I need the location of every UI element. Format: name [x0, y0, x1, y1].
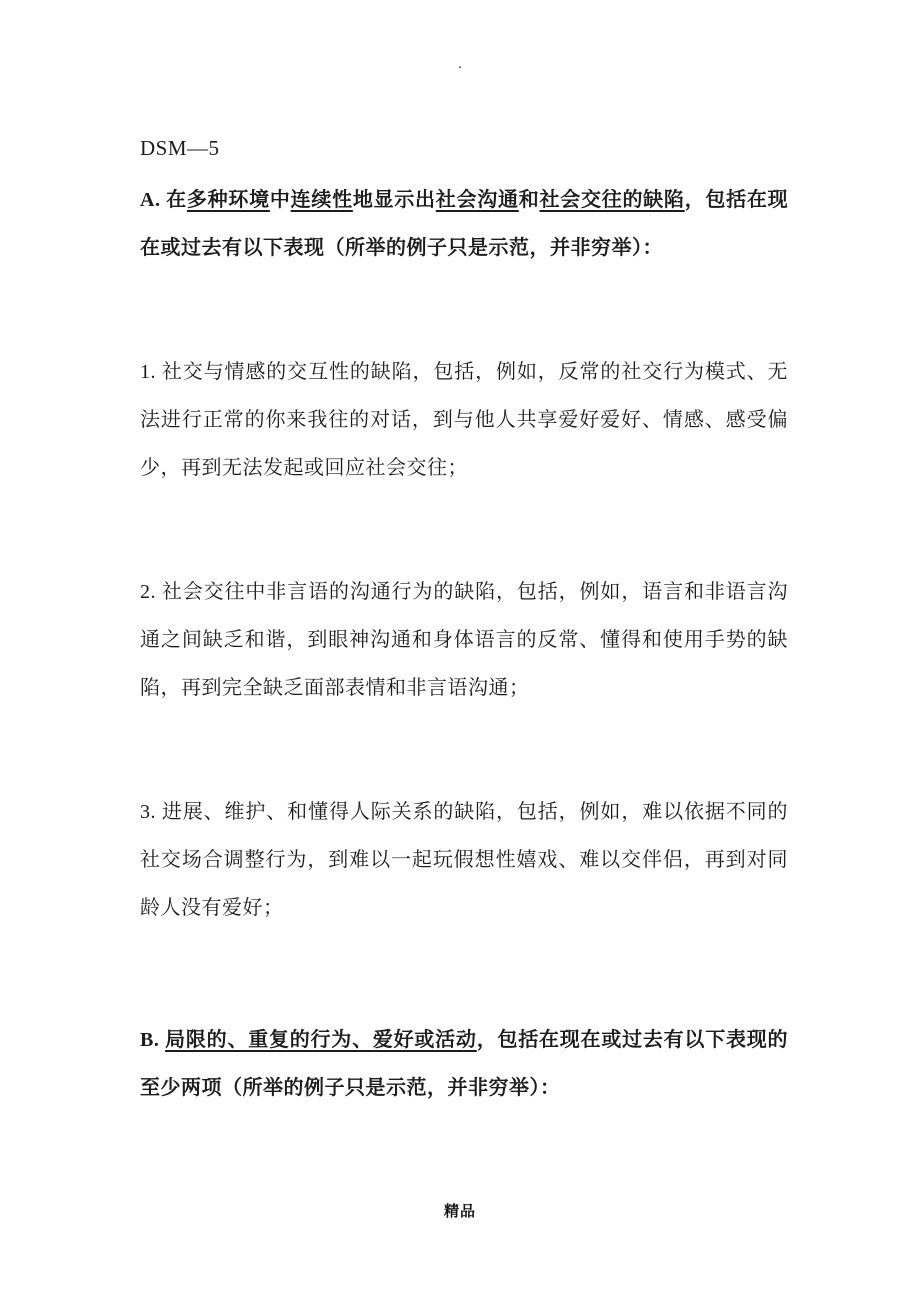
- criterion-a-segment: ，包括在现在或过去有以下表现（所举的例子只是示范，并非穷举）：: [140, 189, 789, 259]
- document-body: [140, 134, 788, 1112]
- doc-title: DSM—5: [140, 136, 220, 160]
- criterion-a-underlined-term: 社会交往的缺陷: [539, 189, 685, 211]
- criterion-a-segment: 地显示出: [352, 189, 436, 211]
- criterion-a-underlined-term: 多种环境: [186, 189, 270, 211]
- diagnostic-item-2-text: 2. 社会交往中非言语的沟通行为的缺陷，包括，例如，语言和非语言沟通之间缺乏和谐，到眼神沟通和身体语言的反常、懂得和使用手势的缺陷，再到完全缺乏面部表情和非言语沟通；: [140, 581, 788, 699]
- top-dot: ·: [457, 60, 463, 76]
- diagnostic-item-1: [140, 348, 788, 492]
- diagnostic-item-3: [140, 788, 788, 932]
- criterion-b-paragraph: [140, 1016, 788, 1112]
- criterion-a-paragraph: [140, 176, 788, 272]
- criterion-a-underlined-term: 社会沟通: [435, 189, 519, 211]
- criterion-a-underlined-term: 连续性: [290, 189, 353, 211]
- footer-label: 精品: [443, 1204, 476, 1220]
- criterion-b-underlined-term: 局限的、重复的行为、爱好或活动: [165, 1029, 477, 1051]
- diagnostic-item-1-text: 1. 社交与情感的交互性的缺陷，包括，例如，反常的社交行为模式、无法进行正常的你来我往的对话，到与他人共享爱好爱好、情感、感受偏少，再到无法发起或回应社会交往；: [140, 361, 788, 479]
- criterion-a-segment: A. 在: [140, 189, 187, 211]
- criterion-a-segment: 中: [269, 189, 291, 211]
- criterion-b-segment: ，包括在现在或过去有以下表现的至少两项（所举的例子只是示范，并非穷举）：: [140, 1029, 789, 1099]
- criterion-b-segment: B.: [140, 1029, 166, 1051]
- diagnostic-item-3-text: 3. 进展、维护、和懂得人际关系的缺陷，包括，例如，难以依据不同的社交场合调整行为，到难以一起玩假想性嬉戏、难以交伴侣，再到对同龄人没有爱好；: [140, 801, 788, 919]
- diagnostic-item-2: [140, 568, 788, 712]
- criterion-a-segment: 和: [518, 189, 540, 211]
